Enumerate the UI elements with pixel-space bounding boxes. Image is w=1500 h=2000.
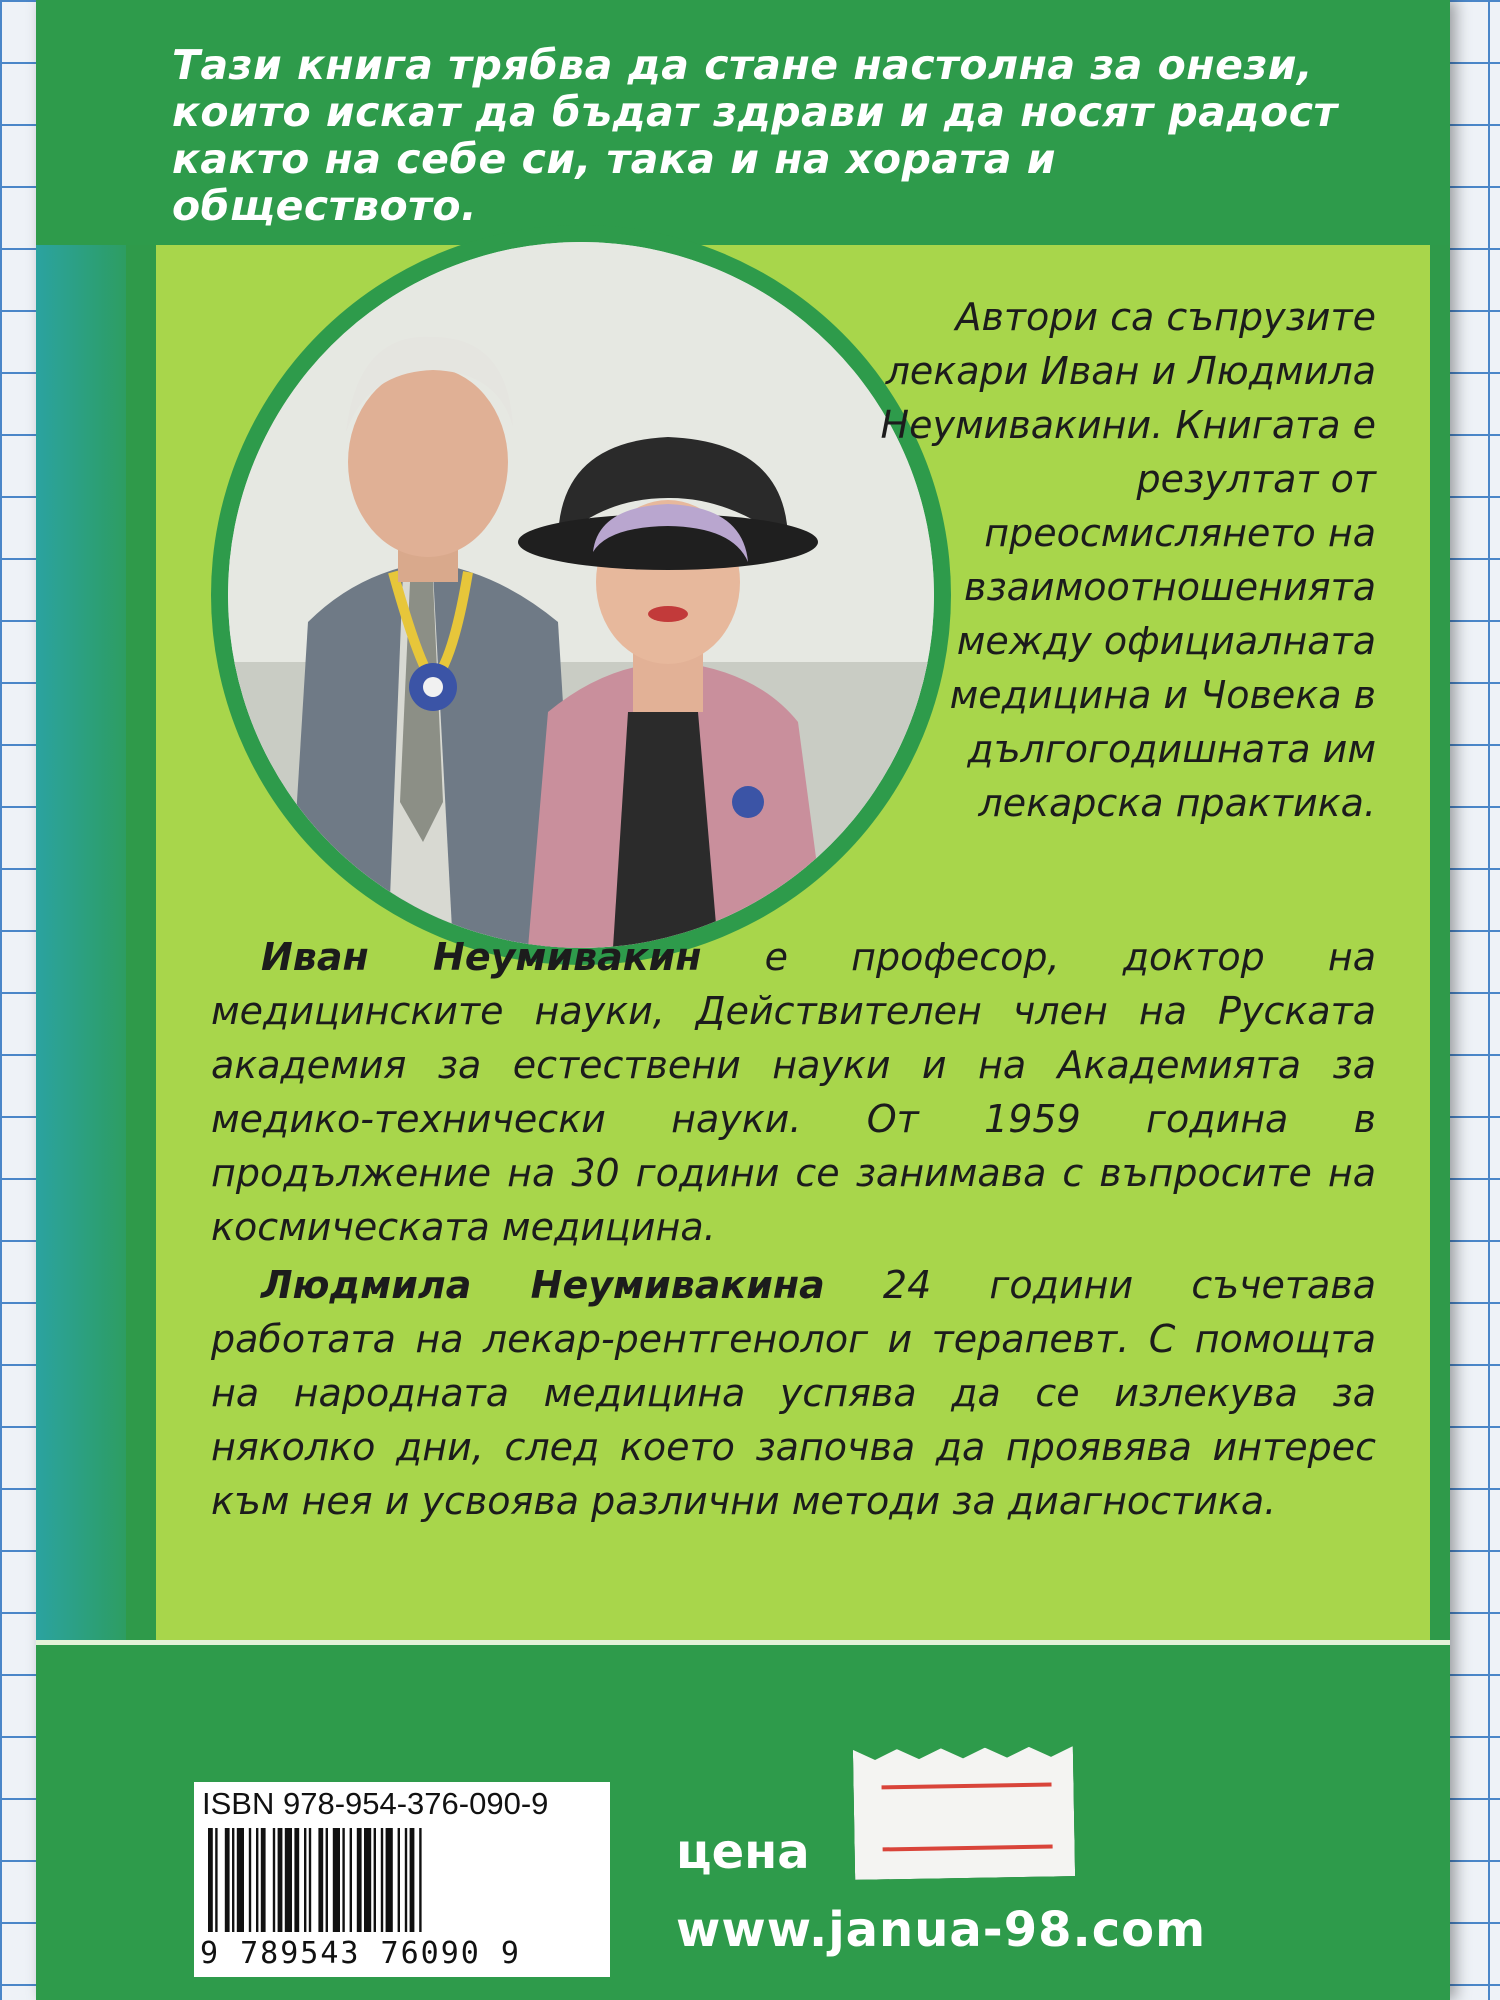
tagline: Тази книга трябва да стане настолна за онези, които искат да бъдат здрави и да носят радост както на себе си, така и на хората и обществото. xyxy=(172,41,1338,230)
barcode-bar xyxy=(208,1828,213,1932)
barcode-box xyxy=(194,1782,610,1977)
barcode-bar xyxy=(285,1828,292,1932)
barcode-bar xyxy=(309,1828,311,1932)
bio-ludmila-text: 24 години съчетава работата на лекар-рентгенолог и терапевт. С помощта на народната медицина успява да се излекува за няколко дни, след което започва да проявява интерес към нея и усвоява различни методи за диагностика. xyxy=(211,1263,1376,1523)
sticker-line-top xyxy=(882,1782,1052,1789)
bio-ludmila-name: Людмила Неумивакина xyxy=(261,1263,825,1307)
barcode-bar xyxy=(410,1828,415,1932)
barcode-bar xyxy=(374,1828,376,1932)
barcode-digits: 9 789543 76090 9 xyxy=(200,1936,521,1971)
sticker-line-bottom xyxy=(883,1844,1053,1851)
price-sticker xyxy=(853,1746,1075,1880)
barcode-bars xyxy=(204,1828,600,1938)
bio-ivan-name: Иван Неумивакин xyxy=(261,935,702,979)
isbn-label: ISBN 978-954-376-090-9 xyxy=(202,1786,549,1821)
authors-text: Автори са съпрузите лекари Иван и Людмила Неумивакини. Книгата е резултат от преосмислянето на взаимоотношенията между официалната медицина и Човека в дългогодишната им лекарска практика. xyxy=(880,295,1376,825)
barcode-bar xyxy=(232,1828,234,1932)
barcode-bar xyxy=(350,1828,352,1932)
barcode-bar xyxy=(304,1828,306,1932)
website-url: www.janua-98.com xyxy=(676,1902,1207,1958)
bio-ivan-text: е професор, доктор на медицинските науки, Действителен член на Руската академия за естествени науки и на Академията за медико-технически науки. От 1959 година в продължение на 30 години се занимава с въпросите на космическата медицина. xyxy=(211,935,1376,1249)
barcode-bar xyxy=(419,1828,421,1932)
barcode-bar xyxy=(273,1828,275,1932)
barcode-bar xyxy=(261,1828,266,1932)
barcode-bar xyxy=(215,1828,217,1932)
barcode-bar xyxy=(249,1828,251,1932)
bio-ludmila xyxy=(211,1258,1376,1528)
barcode-bar xyxy=(225,1828,230,1932)
barcode-bar xyxy=(256,1828,258,1932)
barcode-bar xyxy=(405,1828,407,1932)
barcode-bar xyxy=(364,1828,371,1932)
authors-photo-illustration xyxy=(228,242,934,948)
barcode-bar xyxy=(278,1828,283,1932)
barcode-bar xyxy=(398,1828,400,1932)
barcode-bar xyxy=(357,1828,362,1932)
barcode-bar xyxy=(386,1828,393,1932)
barcode-bar xyxy=(342,1828,344,1932)
bio-ivan xyxy=(211,930,1376,1254)
barcode-bar xyxy=(381,1828,383,1932)
price-label: цена xyxy=(676,1824,810,1880)
barcode-bar xyxy=(294,1828,299,1932)
book-back-cover xyxy=(36,0,1450,2000)
barcode-bar xyxy=(318,1828,323,1932)
authors-photo xyxy=(228,242,934,948)
barcode-bar xyxy=(333,1828,340,1932)
barcode-bar xyxy=(326,1828,328,1932)
barcode-bar xyxy=(237,1828,244,1932)
